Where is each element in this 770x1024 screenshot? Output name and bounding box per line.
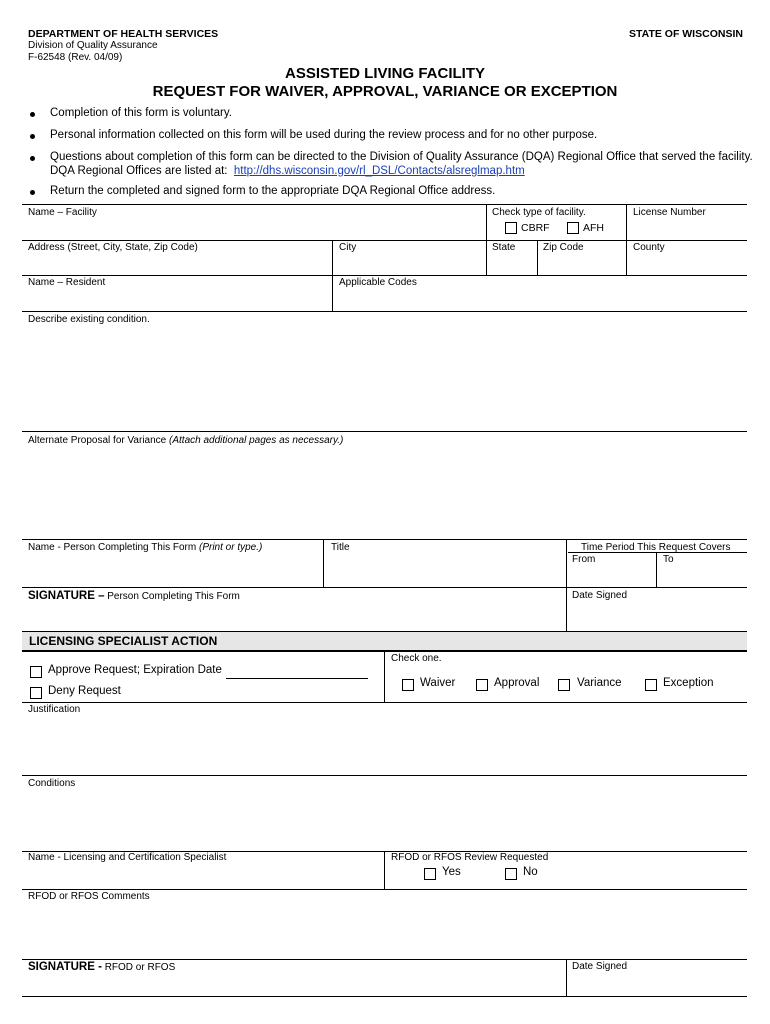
no-label: No [523, 866, 538, 878]
deny-request-checkbox[interactable] [30, 687, 42, 699]
name-person-field [28, 542, 262, 553]
approve-request-label: Approve Request; Expiration Date [48, 664, 222, 676]
time-period-label: Time Period This Request Covers [581, 542, 731, 553]
waiver-label: Waiver [420, 677, 456, 689]
bullet-text-voluntary: Completion of this form is voluntary. [50, 107, 232, 119]
deny-request-label: Deny Request [48, 685, 121, 697]
division-name: Division of Quality Assurance [28, 40, 158, 51]
applicable-codes-field: Applicable Codes [339, 277, 417, 288]
facility-type-label: Check type of facility. [492, 207, 586, 218]
bullet-icon [30, 156, 35, 161]
bullet-icon [30, 190, 35, 195]
variance-checkbox[interactable] [558, 679, 570, 691]
rule [22, 775, 747, 776]
approval-checkbox[interactable] [476, 679, 488, 691]
name-facility-field: Name – Facility [28, 207, 97, 218]
licensing-section-header [22, 631, 747, 652]
cbrf-label: CBRF [521, 222, 550, 234]
address-field: Address (Street, City, State, Zip Code) [28, 242, 198, 253]
name-resident-field: Name – Resident [28, 277, 106, 288]
describe-condition-field: Describe existing condition. [28, 314, 150, 325]
bullet-icon [30, 134, 35, 139]
cbrf-checkbox[interactable] [505, 222, 517, 234]
license-number-field: License Number [633, 207, 706, 218]
expiration-date-line[interactable] [226, 678, 368, 679]
exception-checkbox[interactable] [645, 679, 657, 691]
rule [566, 539, 567, 631]
county-field: County [633, 242, 665, 253]
regional-offices-link[interactable]: http://dhs.wisconsin.gov/rl_DSL/Contacts/alsreglmap.htm [233, 165, 525, 177]
afh-label: AFH [583, 222, 604, 234]
rule [22, 959, 747, 960]
rule [22, 539, 747, 540]
rule [332, 240, 333, 311]
rule [22, 311, 747, 312]
bullet-text-personal-info: Personal information collected on this form will be used during the review process and for no other purpose. [50, 129, 598, 141]
rfod-signature-field [28, 961, 175, 973]
alternate-proposal-note: (Attach additional pages as necessary.) [169, 435, 344, 446]
from-field: From [572, 554, 596, 565]
department-name: DEPARTMENT OF HEALTH SERVICES [28, 28, 219, 40]
rule [22, 889, 747, 890]
approval-label: Approval [494, 677, 540, 689]
bullet-text-return: Return the completed and signed form to the appropriate DQA Regional Office address. [50, 185, 496, 197]
rule [566, 959, 567, 996]
bullet-icon [30, 112, 35, 117]
form-number: F-62548 (Rev. 04/09) [28, 52, 123, 63]
signature-sublabel: Person Completing This Form [107, 591, 240, 602]
signature-field [28, 590, 240, 602]
name-person-label: Name - Person Completing This Form [28, 542, 197, 553]
rule [22, 240, 747, 241]
regional-offices-label: DQA Regional Offices are listed at: [50, 165, 228, 177]
bullet-text-regional-offices [50, 165, 525, 177]
rule [22, 702, 747, 703]
approve-request-checkbox[interactable] [30, 666, 42, 678]
rule [22, 431, 747, 432]
name-person-note: (Print or type.) [198, 542, 263, 553]
form-title-line2: REQUEST FOR WAIVER, APPROVAL, VARIANCE OR EXCEPTION [152, 83, 618, 100]
rule [384, 851, 385, 889]
yes-label: Yes [442, 866, 461, 878]
city-field: City [339, 242, 357, 253]
justification-field: Justification [28, 704, 81, 715]
rfod-signature-sublabel: RFOD or RFOS [104, 962, 176, 973]
signature-label: SIGNATURE – [28, 590, 105, 602]
title-field: Title [331, 542, 350, 553]
name-specialist-field: Name - Licensing and Certification Specialist [28, 852, 227, 863]
variance-label: Variance [577, 677, 622, 689]
rule [323, 539, 324, 587]
rule [22, 587, 747, 588]
rfod-review-label: RFOD or RFOS Review Requested [391, 852, 549, 863]
no-checkbox[interactable] [505, 868, 517, 880]
form-title-line1: ASSISTED LIVING FACILITY [284, 65, 486, 82]
yes-checkbox[interactable] [424, 868, 436, 880]
conditions-field: Conditions [28, 778, 76, 789]
alternate-proposal-label: Alternate Proposal for Variance [28, 435, 167, 446]
afh-checkbox[interactable] [567, 222, 579, 234]
rule [384, 652, 385, 702]
date-signed-field: Date Signed [572, 590, 628, 601]
to-field: To [663, 554, 674, 565]
rule [537, 240, 538, 275]
rule [656, 552, 657, 587]
exception-label: Exception [663, 677, 714, 689]
rfod-comments-field: RFOD or RFOS Comments [28, 891, 150, 902]
licensing-section-title: LICENSING SPECIALIST ACTION [29, 634, 218, 648]
bullet-text-questions: Questions about completion of this form can be directed to the Division of Quality Assurance (DQA) Regional Office that served the facility. [50, 151, 753, 163]
state-field: State [492, 242, 516, 253]
rule [22, 996, 747, 997]
check-one-label: Check one. [391, 653, 442, 664]
alternate-proposal-field [28, 435, 343, 446]
waiver-checkbox[interactable] [402, 679, 414, 691]
rfod-date-signed-field: Date Signed [572, 961, 628, 972]
rule [486, 204, 487, 275]
state-name: STATE OF WISCONSIN [629, 28, 743, 40]
rfod-signature-label: SIGNATURE - [28, 961, 102, 973]
rule [626, 204, 627, 275]
zip-field: Zip Code [543, 242, 584, 253]
rule [22, 275, 747, 276]
rule [22, 204, 747, 205]
